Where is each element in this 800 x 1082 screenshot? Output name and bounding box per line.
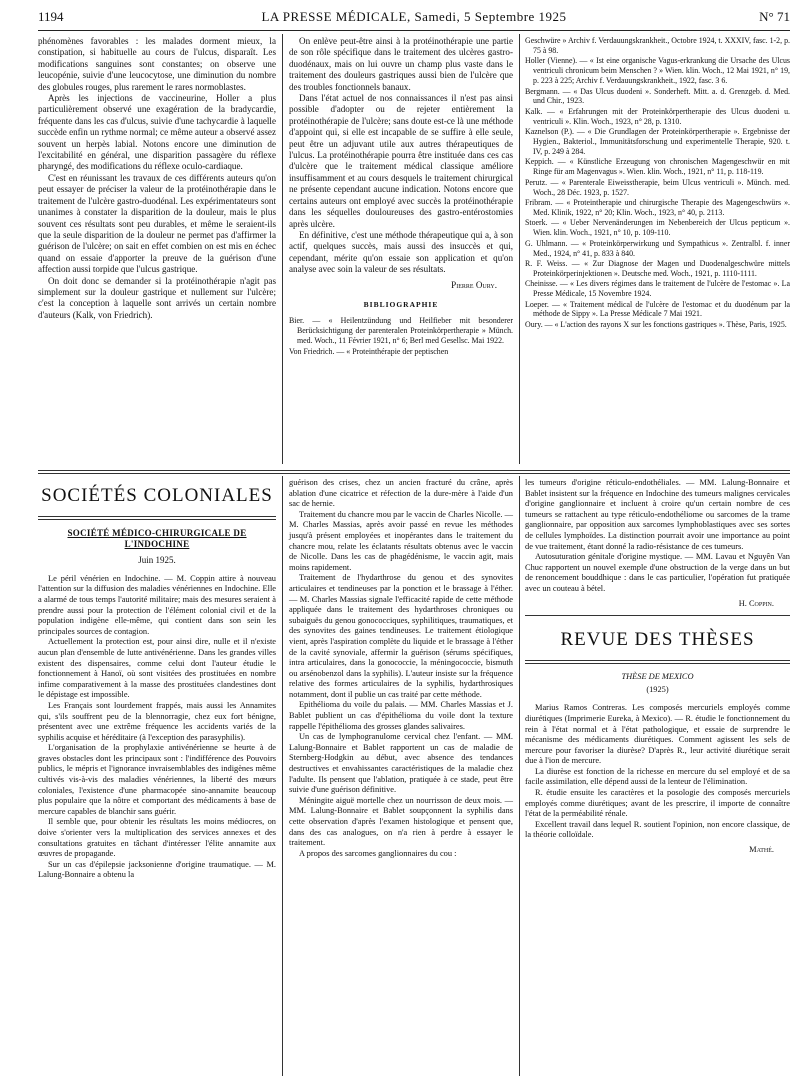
column-divider [519,34,520,464]
article-column-2 [289,36,513,357]
report-paragraph: les tumeurs d'origine réticulo-endothéliales. — MM. Lalung-Bonnaire et Bablet insistent sur la fréquence en Indochine des tumeurs malignes cervicales d'origine ganglionnaire et incluent à croire qu'un certain nombre de ces tumeurs se rattachent au type réticulo-endothéliome ou sarcomes de la trame ganglionnaire, par opposition aux sarcomes lymphoblastiques avec ses sortes de cellules lymphoïdes. La distinction pourrait avoir une importance au point de vue traitement, étant donné la radio-résistance de ces tumeurs. [525,478,790,551]
bibliography-entry: Kaznelson (P.). — « Die Grundlagen der Proteinkörpertherapie ». Ergebnisse der Hygien., Bakteriol., Immunitätsforschung und experimentelle Therapie, 920. t. IV, p. 249 à 284. [525,127,790,156]
bibliography-entry: Cheinisse. — « Les divers régimes dans le traitement de l'ulcère de l'estomac ». La Presse Médicale, 15 Novembre 1924. [525,279,790,299]
colonial-column-1 [38,478,276,881]
issue-number: N° 71 [759,9,790,24]
bibliography-entry: Stoerk. — « Ueber Nervenänderungen im Nebenbereich der Ulcus pepticum ». Wien. klin. Woch., 1921, n° 10, p. 109-110. [525,218,790,238]
colonial-column-2 [289,478,513,859]
report-paragraph: Les Français sont lourdement frappés, mais aussi les Annamites qui, s'ils souffrent peu de la blennorragie, chez eux fort bénigne, présentent avec une extrême fréquence les accidents variés de la syphilis acquise et héréditaire (à l'exception des parasyphilis). [38,700,276,742]
thesis-paragraph: La diurèse est fonction de la richesse en mercure du sel employé et de sa facile assimilation, elle dépend aussi de la lenteur de l'élimination. [525,766,790,787]
report-paragraph: Le péril vénérien en Indochine. — M. Coppin attire à nouveau l'attention sur la diffusion des maladies vénériennes en Indochine. Elle a alarmé de tous temps l'autorité militaire; mais des mesures seraient à prendre aussi pour la protection de l'élément colonial civil et de la population indigène elle-même, qui contient dans son sein les principales sources de contagion. [38,573,276,636]
article-paragraph: Dans l'état actuel de nos connaissances il n'est pas ainsi possible d'adopter ou de rejeter entièrement la protéinothérapie de l'ulcère; sans doute est-ce là une méthode d'appoint qui, si elle est incapable de se suffire à elle seule, peut être un adjuvant utile aux autres thérapeutiques de l'ulcus. La protéinothérapie pourra être instituée dans ces cas d'ulcère que le traitement médical classique améliore insuffisamment et au cours desquels le traitement chirurgical ne présente cependant aucune indication. Notons encore que certains auteurs ont employé avec succès la protéinothérapie dans les séquelles douloureuses des gastro-entérostomies après ulcère. [289,93,513,229]
journal-running-head: LA PRESSE MÉDICALE, Samedi, 5 Septembre 1925 [261,9,567,24]
article-paragraph: On doit donc se demander si la protéinothérapie n'agit pas simplement sur la douleur gastrique et nullement sur l'ulcère; c'est la conception à laquelle sont arrivés un certain nombre d'auteurs (Kalk, von Friedrich). [38,275,276,320]
article-signature: Pierre Oury. [451,279,497,290]
bibliography-entry: Perutz. — « Parenterale Eiweisstherapie, beim Ulcus ventriculi ». Münch. med. Woch., 28 Déc. 1923, p. 1527. [525,177,790,197]
report-paragraph: A propos des sarcomes ganglionnaires du cou : [299,848,457,858]
thesis-paragraph: R. étudie ensuite les caractères et la posologie des composés mercuriels employés comme diurétiques; avant de les prescrire, il importe de connaître l'état de la perméabilité rénale. [525,788,790,819]
column-divider [282,476,283,1076]
article-paragraph: C'est en réunissant les travaux de ces différents auteurs qu'on peut essayer de préciser la valeur de la protéinothérapie dans le traitement de l'ulcère gastro-duodénal. Les expérimentateurs sont unanimes à constater la disparition de la douleur, mais le plus souvent ces résultats sont peu durables, et même le seraient-ils que la seule disparition de la douleur ne permet pas d'affirmer la guérison de l'ulcère; on sait en effet combien on est mis en échec quand on essaie d'apporter la preuve de la guérison d'une affection aussi torpide que l'ulcus gastrique. [38,172,276,275]
report-paragraph: Sur un cas d'épilepsie jacksonienne d'origine traumatique. — M. Lalung-Bonnaire a obtenu la [38,859,276,880]
section-title: SOCIÉTÉS COLONIALES [41,485,273,506]
bibliography-entry: Kalk. — « Erfahrungen mit der Proteinkörpertherapie des Ulcus duodeni u. ventriculi ». Klin. Woch., 1923, n° 28, p. 1310. [525,106,790,126]
theses-subtitle: THÈSE DE MEXICO [621,672,694,682]
thesis-signature: Mathé. [749,845,774,855]
title-rule [38,516,276,520]
bibliography-heading: BIBLIOGRAPHIE [363,299,439,309]
bibliography-entry: Oury. — « L'action des rayons X sur les fonctions gastriques ». Thèse, Paris, 1925. [525,319,787,329]
report-paragraph: guérison des crises, chez un ancien fracturé du crâne, après ablation d'une cicatrice et réfection de la dure-mère à l'aide d'un sac de hernie. [289,478,513,509]
report-paragraph: Actuellement la protection est, pour ainsi dire, nulle et il n'existe aucun plan d'ensemble de lutte antivénérienne. Dans les grandes villes existent des dispensaires, comme celui dont l'auteur étudie le fonctionnement à Hanoï, où sont visitées des prostituées en nombre infime comparativement à la masse des prostituées clandestines dont le dépistage est impossible. [38,637,276,700]
section-rule [38,470,790,471]
article-paragraph: On enlève peut-être ainsi à la protéinothérapie une partie de son rôle spécifique dans le traitement des ulcères gastro-duodénaux, mais on lui ouvre un champ plus vaste dans le traitement des douleurs gastriques aussi bien de l'ulcère que des troubles fonctionnels banaux. [289,36,513,92]
report-paragraph: Traitement du chancre mou par le vaccin de Charles Nicolle. — M. Charles Massias, après avoir passé en revue les méthodes jusqu'à présent employées et inopérantes dans le traitement du chancre mou, relate les éclatants résultats obtenus avec le vaccin de Nicolle. Dans les cas de phagédénisme, le vaccin agit, mais moins rapidement. [289,509,513,572]
bibliography-entry: Bergmann. — « Das Ulcus duodeni ». Sonderheft. Mitt. a. d. Grenzgeb. d. Med. und Chir., 1923. [525,86,790,106]
session-date: Juin 1925. [138,555,176,566]
bibliography-entry: Bier. — « Heilentzündung und Heilfieber mit besonderer Berücksichtigung der parenteralen Proteinkörpertherapie » Münch. med. Woch., 11 Février 1921, n° 6; Berl med Gesellsc. Mai 1922. [289,316,513,346]
report-paragraph: Un cas de lymphogranulome cervical chez l'enfant. — MM. Lalung-Bonnaire et Bablet rapportent un cas de maladie de Sternberg-Hodgkin au début, avec absence des tendances destructives et envahissantes caractéristiques de la maladie chez l'adulte. Ils pensent que l'ablation, pratiquée à ce stade, peut être suivie d'une guérison définitive. [289,732,513,795]
column-divider [519,476,520,1076]
section-rule [525,615,790,616]
report-paragraph: Il semble que, pour obtenir les résultats les moins médiocres, on doive s'orienter vers la multiplication des services annexes et des consultations gratuites en tâchant d'intéresser l'élite annamite aux œuvres de propagande. [38,817,276,859]
report-paragraph: Traitement de l'hydarthrose du genou et des synovites articulaires et tendineuses par la ponction et le brassage à l'éther. — M. Charles Massias signale l'efficacité rapide de cette méthode appliquée dans le traitement des hydarthroses chroniques ou subaiguës du genou gonococciques, syphilitiques, traumatiques, et des synovites des gaines tendineuses. Le traitement étiologique vient, après l'aspiration complète du liquide et le brassage à l'éther de la cavité synoviale, affermir la guérison (sérums spécifiques, intra articulaires, dans la gonococcie, la méningococcie, bismuth ou arsénobenzol dans la syphilis). L'auteur insiste sur la fréquence relative des formes articulaires de la syphilis, hydarthrosiques notamment, dont il publie un cas traité par cette méthode. [289,573,513,699]
report-signature: H. Coppin. [738,598,774,608]
title-rule [525,660,790,664]
thesis-paragraph: Excellent travail dans lequel R. soutient l'opinion, non encore classique, de la théorie colloïdale. [525,819,790,840]
bibliography-entry: Loeper. — « Traitement médical de l'ulcère de l'estomac et du duodénum par la méthode de Sippy ». La Presse Médicale 7 Mai 1921. [525,299,790,319]
theses-title: REVUE DES THÈSES [560,629,755,651]
column-divider [282,34,283,464]
header-rule [38,30,790,31]
bibliography-column [525,36,790,330]
report-paragraph: Autosuturation génitale d'origine mystique. — MM. Lavau et Nguyên Van Chuc rapportent un nouvel exemple d'une obstruction de la verge dans un but de renoncement bouddhique : dans le cas particulier, l'opération fut pratiquée avec un couteau à bétel. [525,552,790,593]
bibliography-entry: Holler (Vienne). — « Ist eine organische Vagus-erkrankung die Ursache des Ulcus ventriculi chronicum beim Menschen ? » Wien. klin. Woch., 12 Mai 1921, n° 19, p. 223 à 225; Archiv f. Verdauungskrankheit., 1922, fasc. 3 6. [525,56,790,86]
article-paragraph: phénomènes favorables : les malades dorment mieux, la constipation, si habituelle au cours de l'ulcus, disparaît. Les modifications sanguines sont constantes; on observe une leucopénie, suivie d'une leucocytose, une diminution du nombre des globules rouges, plus rarement le rares normoblastes. [38,36,276,92]
bibliography-entry: Geschwüre » Archiv f. Verdauungskrankheit., Octobre 1924, t. XXXIV, fasc. 1-2, p. 75 à 98. [525,36,790,55]
bibliography-entry: Keppich. — « Künstliche Erzeugung von chronischen Magengeschwür en mit Ringe für am Magenvagus ». Wien. klin. Woch., 1921, n° 11, p. 118-119. [525,157,790,177]
running-header [38,6,790,28]
report-paragraph: Epithélioma du voile du palais. — MM. Charles Massias et J. Bablet publient un cas d'épithélioma du voile dont la texture rappelle l'épithélioma des grosses glandes salivaires. [289,700,513,731]
article-paragraph: Après les injections de vaccineurine, Holler a plus particulièrement observé une exagération de la bradycardie, fréquente dans les cas d'ulcus, suivie d'une tachycardie à laquelle succède enfin un rythme normal; ce même auteur a observé assez souvent un herpès labial. Notons encore une diminution de l'excitabilité en général, une disparition passagère du réflexe pharyngé, des modifications du réflexe oculo-cardiaque. [38,93,276,172]
society-name: SOCIÉTÉ MÉDICO-CHIRURGICALE DE L'INDOCHINE [67,528,247,549]
article-column-1 [38,36,276,321]
page-number: 1194 [38,9,64,24]
report-paragraph: Méningite aiguë mortelle chez un nourrisson de deux mois. — MM. Lalung-Bonnaire et Bablet soupçonnent la syphilis dans cette observation d'après l'examen histologique et pensent que, dans des cas analogues, on n'a rien à perdre à essayer le traitement. [289,795,513,848]
colonial-column-3 [525,478,790,860]
bibliography-entry: Von Friedrich. — « Proteinthérapie der peptischen [289,346,449,356]
bibliography-entry: G. Uhlmann. — « Proteinkörperwirkung und Sympathicus ». Zentralbl. f. inner Med., 1924, n° 41, p. 833 à 840. [525,238,790,258]
report-paragraph: L'organisation de la prophylaxie antivénérienne se heurte à de graves obstacles dont les principaux sont : l'indifférence des Pouvoirs publics, le mépris et l'ignorance invraisemblables des indigènes même cultivés vis-à-vis des maladies vénériennes, la liberté des mœurs coloniales, l'existence d'une pharmacopée sino-annamite beaucoup plus populaire que la nôtre et comportant des médicaments à base de mercure capables de blanchir sans guérir. [38,743,276,816]
article-paragraph: En définitive, c'est une méthode thérapeutique qui a, à son actif, quelques succès, mais aussi des insuccès et qui, cependant, mérite qu'on essaie son application et qu'on analyse avec soin la valeur de ses résultats. [289,229,513,275]
bibliography-entry: Fribram. — « Proteintherapie und chirurgische Therapie des Magengeschwürs ». Med. Klinik, 1922, n° 20; Klin. Woch., 1923, n° 40, p. 2113. [525,198,790,217]
thesis-paragraph: Marius Ramos Contreras. Les composés mercuriels employés comme diurétiques (Imprimerie Eureka, à Mexico). — R. étudie le fonctionnement du rein à l'état normal et à l'état pathologique, et essaie de surprendre le mécanisme des médicaments diurétiques. Comment agissent les sels de mercure pour favoriser la diurèse? D'après R., leur activité diurétique serait due à l'ion de mercure. [525,703,790,766]
section-rule [38,473,790,474]
bibliography-entry: R. F. Weiss. — « Zur Diagnose der Magen und Duodenalgeschwüre mittels Proteinkörperinjektionen ». Deutsche med. Woch., 1921, p. 1110-1111. [525,258,790,278]
theses-year: (1925) [646,684,669,694]
